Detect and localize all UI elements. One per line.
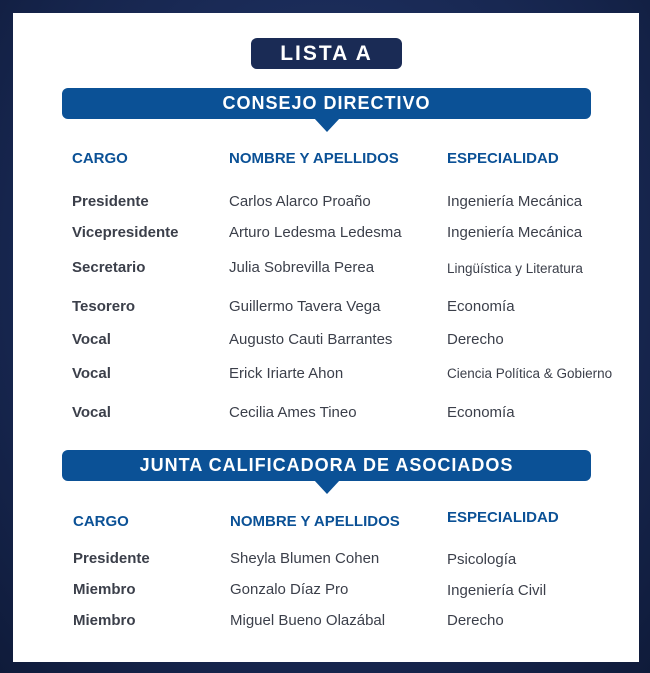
- row-especialidad: Ingeniería Mecánica: [447, 193, 583, 210]
- row-nombre: Cecilia Ames Tineo: [229, 404, 357, 421]
- column-header-nombre: NOMBRE Y APELLIDOS: [229, 150, 399, 167]
- row-cargo: Miembro: [73, 581, 136, 598]
- list-title: LISTA A: [280, 41, 373, 65]
- row-cargo: Vicepresidente: [72, 224, 179, 241]
- row-especialidad: Economía: [447, 404, 515, 421]
- row-cargo: Miembro: [73, 612, 136, 629]
- column-header-cargo: CARGO: [73, 513, 129, 530]
- section-banner-consejo-directivo: [62, 88, 591, 119]
- row-nombre: Julia Sobrevilla Perea: [229, 259, 375, 276]
- column-header-especialidad: ESPECIALIDAD: [447, 509, 559, 526]
- row-especialidad: Lingüística y Literatura: [447, 261, 583, 276]
- column-header-cargo: CARGO: [72, 150, 128, 167]
- row-nombre: Erick Iriarte Ahon: [229, 365, 344, 382]
- row-cargo: Vocal: [72, 404, 111, 421]
- row-especialidad: Derecho: [447, 612, 504, 629]
- row-cargo: Vocal: [72, 331, 111, 348]
- row-cargo: Presidente: [73, 550, 150, 567]
- row-especialidad: Ingeniería Mecánica: [447, 224, 583, 241]
- column-header-especialidad: ESPECIALIDAD: [447, 150, 559, 167]
- section-title: JUNTA CALIFICADORA DE ASOCIADOS: [139, 455, 514, 475]
- row-cargo: Vocal: [72, 365, 111, 382]
- section-banner-junta-calificadora: [62, 450, 591, 481]
- row-cargo: Secretario: [72, 259, 146, 276]
- row-nombre: Gonzalo Díaz Pro: [230, 581, 349, 598]
- list-title-badge: [251, 38, 402, 69]
- section-title: CONSEJO DIRECTIVO: [222, 93, 431, 113]
- column-header-nombre: NOMBRE Y APELLIDOS: [230, 513, 400, 530]
- row-cargo: Presidente: [72, 193, 149, 210]
- row-nombre: Arturo Ledesma Ledesma: [229, 224, 402, 241]
- row-especialidad: Ciencia Política & Gobierno: [447, 366, 613, 381]
- row-nombre: Sheyla Blumen Cohen: [230, 550, 380, 567]
- row-especialidad: Ingeniería Civil: [447, 582, 547, 599]
- row-cargo: Tesorero: [72, 298, 136, 315]
- row-nombre: Miguel Bueno Olazábal: [230, 612, 386, 629]
- row-nombre: Augusto Cauti Barrantes: [229, 331, 393, 348]
- row-especialidad: Economía: [447, 298, 515, 315]
- row-nombre: Guillermo Tavera Vega: [229, 298, 381, 315]
- row-nombre: Carlos Alarco Proaño: [229, 193, 371, 210]
- row-especialidad: Derecho: [447, 331, 504, 348]
- row-especialidad: Psicología: [447, 551, 517, 568]
